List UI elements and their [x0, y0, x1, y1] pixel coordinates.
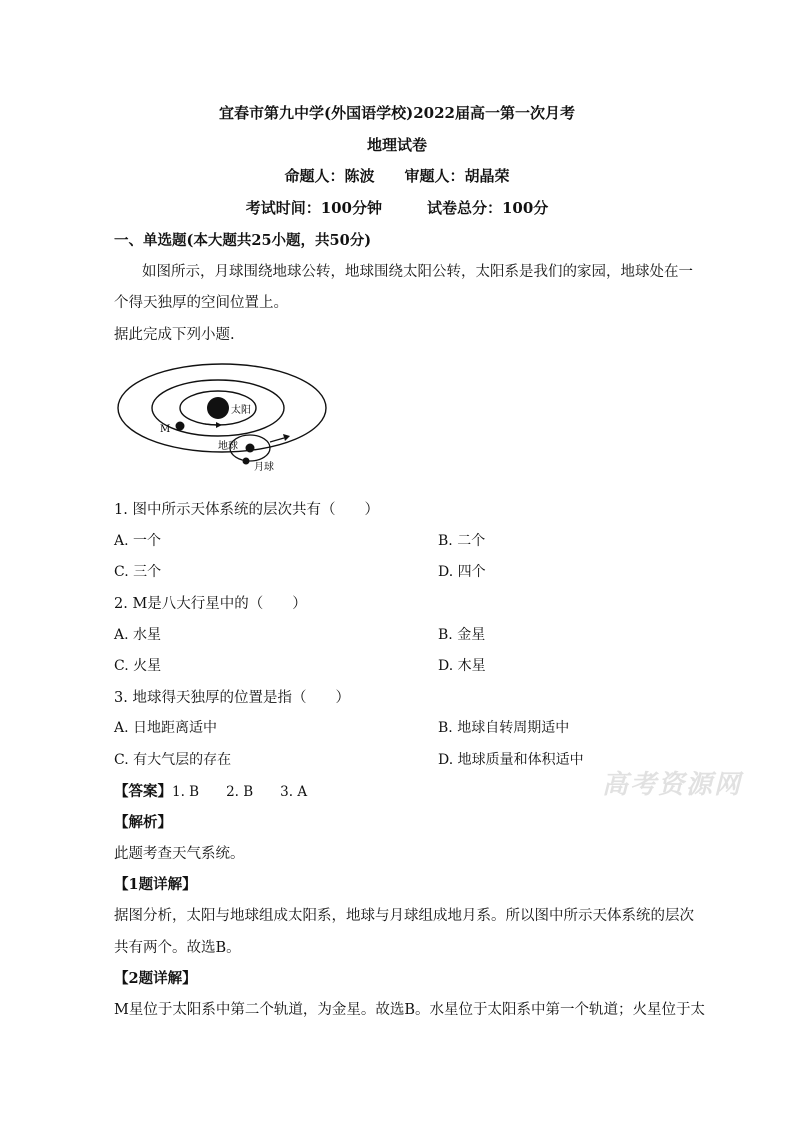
question-1-option-a: A. 一个 — [114, 533, 162, 549]
question-2-option-c: C. 火星 — [114, 658, 162, 674]
answer-text: 1. B 2. B 3. A — [172, 784, 308, 800]
intro-line-3: 据此完成下列小题. — [114, 327, 235, 343]
detail-2-line-1: M星位于太阳系中第二个轨道，为金星。故选B。水星位于太阳系中第一个轨道；火星位于太 — [114, 1002, 705, 1018]
exam-subtitle: 地理试卷 — [366, 136, 427, 154]
question-2-option-a: A. 水星 — [114, 627, 162, 643]
question-1-option-b: B. 二个 — [438, 533, 486, 549]
detail-1-line-2: 共有两个。故选B。 — [114, 940, 241, 956]
sun-icon — [207, 397, 229, 419]
moon-label: 月球 — [254, 462, 274, 473]
section-heading: 一、单选题(本大题共25小题，共50分) — [114, 232, 372, 249]
intro-line-2: 个得天独厚的空间位置上。 — [114, 295, 288, 311]
detail-1-line-1: 据图分析，太阳与地球组成太阳系，地球与月球组成地月系。所以图中所示天体系统的层次 — [114, 908, 694, 924]
planet-m-icon — [176, 422, 185, 431]
solar-system-figure — [110, 360, 340, 480]
answer-label: 【答案】 — [114, 783, 172, 800]
exam-title: 宜春市第九中学(外国语学校)2022届高一第一次月考 — [219, 104, 575, 122]
question-3-stem: 3. 地球得天独厚的位置是指（ ） — [114, 690, 350, 706]
analysis-label: 【解析】 — [114, 814, 172, 831]
moon-icon — [243, 458, 250, 465]
exam-authors: 命题人：陈波 审题人：胡晶荣 — [284, 167, 510, 185]
question-3-option-c: C. 有大气层的存在 — [114, 752, 232, 768]
question-3-option-a: A. 日地距离适中 — [114, 720, 218, 736]
exam-time-score: 考试时间：100分钟 试卷总分：100分 — [245, 199, 549, 217]
question-3-option-b: B. 地球自转周期适中 — [438, 720, 570, 736]
earth-label: 地球 — [218, 441, 238, 452]
detail-1-label: 【1题详解】 — [114, 876, 197, 893]
question-3-option-d: D. 地球质量和体积适中 — [438, 752, 584, 768]
question-2-stem: 2. M是八大行星中的（ ） — [114, 596, 307, 612]
m-direction-arrow — [216, 422, 222, 428]
answer-line — [114, 780, 307, 801]
question-1-stem: 1. 图中所示天体系统的层次共有（ ） — [114, 502, 379, 518]
watermark-text: 高考资源网 — [602, 770, 743, 800]
question-1-option-d: D. 四个 — [438, 564, 486, 580]
earth-icon — [246, 444, 255, 453]
earth-direction-arrow — [283, 434, 290, 441]
question-2-option-d: D. 木星 — [438, 658, 486, 674]
m-label: M — [160, 424, 171, 435]
question-2-option-b: B. 金星 — [438, 627, 486, 643]
sun-label: 太阳 — [231, 405, 251, 416]
intro-line-1: 如图所示，月球围绕地球公转，地球围绕太阳公转，太阳系是我们的家园，地球处在一 — [142, 264, 693, 280]
detail-2-label: 【2题详解】 — [114, 970, 197, 987]
analysis-text: 此题考查天气系统。 — [114, 846, 245, 862]
question-1-option-c: C. 三个 — [114, 564, 162, 580]
